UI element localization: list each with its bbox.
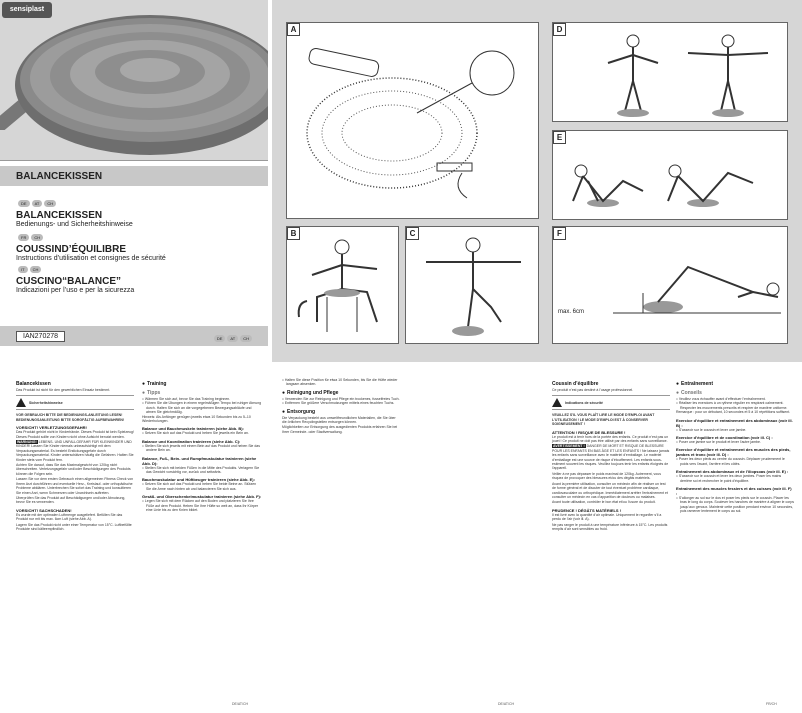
exercise-c-illustration: [406, 227, 539, 344]
de-column-2: ● Training ● Tipps □ Wärmen Sie sich auf, bevor Sie das Training beginnen. □ Führen Sie die Übungen in einem regelmäßigen Tempo bei ruhiger Atmung durch. Halten Sie sich an die vorgegebenen Bewegungsabläufe und atmen Sie gleichmäßig. Hinweis: Als Anfänger genügen jeweils etwa 10 Sekunden bis zu 5–10 Wiederholungen. Balance und Bauchmuskeln trainieren (siehe Abb. B): □ Setzen Sie sich auf das Produkt und heben Sie jeweils ein Bein an. Balance und Koordination trainieren (siehe Abb. C): □ Stellen Sie sich jeweils mit einem Bein auf das Produkt und heben Sie das andere Bein an. Balance, Fuß-, Bein- und Rumpfmuskulatur trainieren (siehe Abb. D): □ Stellen Sie sich mit beiden Füßen in die Mitte des Produkts. Verlagern Sie das Gewicht vorsichtig vor, zurück und seitwärts. Bauchmuskulatur und Hüftbeuger trainieren (siehe Abb. E): □ Setzen Sie sich auf das Produkt und heben Sie beide Beine an. Stützen Sie die Arme nach hinten ab und balancieren Sie sich aus. Gesäß- und Oberschenkelmuskulatur trainieren (siehe Abb. F): □ Legen Sie sich mit dem Rücken auf den Boden und platzieren Sie Ihre Füße auf dem Produkt. Heben Sie Ihre Hüfte so weit an, dass Ihr Körper eine Linie bis zu den Knien bildet.: [142, 378, 262, 513]
pump-illustration: [287, 23, 539, 219]
lang-block-it: IT CH CUSCINO“BALANCE” Indicazioni per l’uso e per la sicurezza: [16, 258, 256, 294]
ian-bar: IAN270278 DE AT CH: [0, 326, 268, 346]
fr-column-1: Coussin d’équilibre Ce produit n’est pas destiné à l’usage professionnel. Indications de sécurité VEUILLEZ S’IL VOUS PLAÎT LIRE LE MODE D’EMPLOI AVANT L’UTILISATION ! LE MODE D’EMPLOI EST À CONSERVER SOIGNEUSEMENT ! ATTENTION ! RISQUE DE BLESSURE ! Le produit est à tenir hors de la portée des enfants. Ce produit n’est pas un jouet ! Ce produit ne doit pas être utilisé par des enfants sans surveillance. AVERTISSEMENT ! DANGER DE MORT ET RISQUE DE BLESSURE POUR LES ENFANTS EN BAS ÂGE ET LES ENFANTS ! Ne laissez jamais les enfants sans surveillance avec le matériel d’emballage. Le matériel d’emballage est une source de risque d’étouffement. Les enfants sous-estiment souvent les risques. Veuillez toujours tenir les enfants éloignés de l’appareil. Veiller à ne pas dépasser le poids maximal de 120kg. Autrement, vous risquez de provoquer des blessures et/ou des dégâts matériels. Avant la première utilisation, consulter un médecin afin de réaliser un test de forme général et de discuter de tout éventuel problème cardiaque, cardiovasculaire ou orthopédique. Immédiatement arrêter l’entraînement et consulter un médecin en cas d’apparition de douleurs ou malaises. Avant toute utilisation, contrôler le bon état et/ou l’usure du produit. PRUDENCE ! DÉGÂTS MATÉRIELS ! Il est livré avec la quantité d’air optimale. Uniquement le regonfler s’il a perdu de l’air (voir ill. A). Ne pas ranger le produit à une température inférieure à 15°C. Les produits remplis d’air sont sensibles au froid.: [552, 381, 670, 531]
de-safety-heading: Sicherheitshinweise: [29, 400, 63, 405]
de-safety-warn: VOR GEBRAUCH BITTE DIE BEDIENUNGS-ANLEITUNG LESEN! BEDIENUNGSANLEITUNG BITTE SORGFÄLTIG AUFBEWAHREN!: [16, 413, 125, 422]
product-title: BALANCEKISSEN: [16, 170, 103, 182]
fr-column-2: ● Entraînement ● Conseils □ Veuillez vous échauffer avant d’effectuer l’entraînement. □ Réaliser les exercices à un rythme régulier en respirant calmement. Respecter les mouvements prescrits et respirer de manière uniforme. Remarque : pour un débutant, 10 secondes et 5 à 10 répétitions suffisent. Exercice d’équilibre et entraînement des abdominaux (voir ill. B) : □ S’asseoir sur le coussin et lever une jambe. Exercice d’équilibre et de coordination (voir ill. C) : □ Poser une jambe sur le produit et lever l’autre jambe. Exercice d’équilibre et entraînement des muscles des pieds, jambes et tronc (voir ill. D) : □ Poser les deux pieds au centre du coussin. Déplacer prudemment le poids vers l’avant, l’arrière et les côtés. Entraînement des abdominaux et de l’iliopsoas (voir ill. E) : □ S’asseoir sur le coussin et lever les deux jambes. Poser les mains derrière soi et rechercher le point d’équilibre. Entraînement des muscles fessiers et des cuisses (voir ill. F) : □ S’allonger au sol sur le dos et poser les pieds sur le coussin. Placer les bras le long du corps. Soulever les hanches de manière à aligner le corps jusqu’aux genoux. Maintenir cette position pendant environ 10 secondes, puis ramener lentement le corps au sol.: [676, 378, 794, 514]
exercise-b-illustration: [287, 227, 399, 344]
max-height-note: max. 6cm: [558, 309, 585, 315]
de-care-heading: ● Reinigung und Pflege: [282, 390, 400, 396]
warning-triangle-icon: [552, 398, 562, 407]
de-column-3: □ Halten Sie diese Position für etwa 10 Sekunden, bis Sie die Hüfte wieder langsam absenken. ● Reinigung und Pflege □ Verwenden Sie zur Reinigung und Pflege ein trockenes, fusselfreies Tuch. □ Entfernen Sie größere Verschmutzungen mittels eines feuchten Tuchs. ● Entsorgung Die Verpackung besteht aus umweltfreundlichen Materialien, die Sie über die örtlichen Recyclingstellen entsorgen können. Möglichkeiten zur Entsorgung des ausgedienten Produkts erfahren Sie bei Ihrer Gemeinde- oder Stadtverwaltung.: [282, 378, 400, 435]
panel-b: B: [286, 226, 399, 344]
cover: [0, 0, 268, 345]
lang-block-de: DE AT CH BALANCEKISSEN Bedienungs- und Sicherheitshinweise: [16, 192, 256, 228]
de-intro: Das Produkt ist nicht für den gewerblichen Einsatz bestimmt.: [16, 388, 111, 392]
panel-a: A: [286, 22, 539, 219]
exercise-e-illustration: [553, 131, 788, 220]
panel-e: E: [552, 130, 788, 220]
lang-title-fr: COUSSIND’ÉQUILIBRE: [16, 244, 127, 255]
de-warn-damage: VORSICHT! SACHSCHADEN!: [16, 507, 72, 513]
fr-title: Coussin d’équilibre: [552, 381, 599, 387]
exercise-d-illustration: [553, 23, 788, 122]
exercise-f-illustration: [553, 227, 788, 344]
panel-d: D: [552, 22, 788, 122]
panel-c: C: [405, 226, 539, 344]
lang-title-it: CUSCINO“BALANCE”: [16, 276, 121, 287]
fr-safety-heading: Indications de sécurité: [565, 400, 603, 405]
footer-fr-right: FR/CH: [766, 702, 777, 706]
panel-f: F max. 6cm: [552, 226, 788, 344]
fr-training-heading: ● Entraînement: [676, 381, 794, 387]
lang-subtitle-it: Indicazioni per l’uso e per la sicurezza: [16, 287, 135, 294]
de-training-heading: ● Training: [142, 381, 262, 387]
de-disposal-heading: ● Entsorgung: [282, 409, 400, 415]
de-column-1: Balancekissen Das Produkt ist nicht für den gewerblichen Einsatz bestimmt. Sicherheitshinweise VOR GEBRAUCH BITTE DIE BEDIENUNGS-ANLEITUNG LESEN! BEDIENUNGSANLEITUNG BITTE SORGFÄLTIG AUFBEWAHREN! VORSICHT! VERLETZUNGSGEFAHR! Das Produkt gehört nicht in Kinderhände. Dieses Produkt ist kein Spielzeug! Dieses Produkt sollte von Kindern nicht ohne Aufsicht benutzt werden. WARNUNG! LEBENS- UND UNFALLGEFAHR FÜR KLEINKINDER UND KINDER! Lassen Sie Kinder niemals unbeaufsichtigt mit dem Verpackungsmaterial. Es besteht Erstickungsgefahr durch Verpackungsmaterial. Kinder unterschätzen häufig die Gefahren. Halten Sie Kinder stets vom Produkt fern. Achten Sie darauf, dass Sie das Maximalgewicht von 120kg nicht überschreiten. Verletzungsgefahr und/oder Beschädigungen des Produkts können die Folgen sein. Lassen Sie vor dem ersten Gebrauch einen allgemeinen Fitness Check von Ihrem Arzt durchführen und eventuelle Herz-, Kreislauf- oder orthopädische Probleme abklären. Unterbrechen Sie sofort das Training und konsultieren Sie einen Arzt, wenn Schmerzen oder Unwohlsein auftreten. Überprüfen Sie das Produkt auf Beschädigungen und/oder Abnutzung, bevor Sie es verwenden. VORSICHT! SACHSCHADEN! Es wurde mit der optimalen Luftmenge ausgeliefert. Befüllen Sie das Produkt nur mit bis max. 6cm Luft (siehe Abb. A). Lagern Sie das Produkt nicht unter einer Temperatur von 15°C. Luftbefüllte Produkte sind kälteempfindlich.: [16, 381, 134, 531]
footer-de: DE/AT/CH: [232, 702, 249, 706]
lang-title-de: BALANCEKISSEN: [16, 210, 103, 221]
product-title-bar: [0, 166, 268, 186]
de-warn-injury: VORSICHT! VERLETZUNGSGEFAHR!: [16, 425, 87, 431]
de-tips-heading: ● Tipps: [142, 390, 262, 396]
lang-subtitle-de: Bedienungs- und Sicherheitshinweise: [16, 221, 133, 228]
warning-triangle-icon: [16, 398, 26, 407]
brand-logo: sensiplast: [2, 2, 52, 18]
lang-block-fr: FR CH COUSSIND’ÉQUILIBRE Instructions d’utilisation et consignes de sécurité: [16, 226, 256, 262]
fr-intro: Ce produit n’est pas destiné à l’usage professionnel.: [552, 388, 634, 392]
lang-subtitle-fr: Instructions d’utilisation et consignes de sécurité: [16, 255, 166, 262]
footer-fr-left: DE/AT/CH: [498, 702, 515, 706]
de-title: Balancekissen: [16, 381, 51, 387]
balance-cushion-image: [0, 0, 268, 160]
ian-number: IAN270278: [16, 331, 65, 342]
